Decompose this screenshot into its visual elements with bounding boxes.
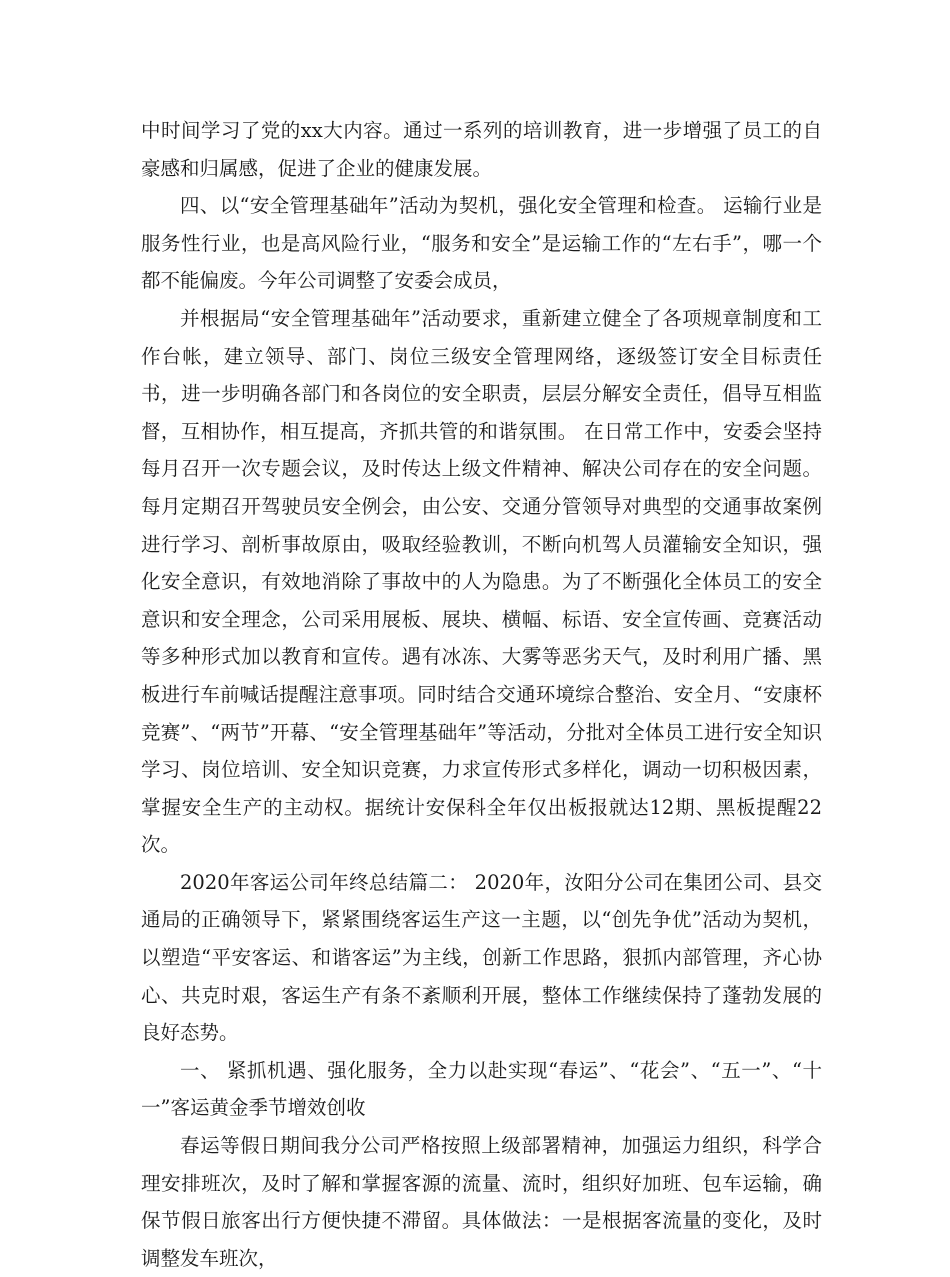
- paragraph-4: 2020年客运公司年终总结篇二： 2020年，汝阳分公司在集团公司、县交通局的正确领导下，紧紧围绕客运生产这一主题，以“创先争优”活动为契机，以塑造“平安客运、和谐客运”为主线，创新工作思路，狠抓内部管理，齐心协心、共克时艰，客运生产有条不紊顺利开展，整体工作继续保持了蓬勃发展的良好态势。: [141, 870, 822, 1045]
- paragraph-2: 四、以“安全管理基础年”活动为契机，强化安全管理和检查。 运输行业是服务性行业，也是高风险行业，“服务和安全”是运输工作的“左右手”，哪一个都不能偏废。今年公司调整了安委会成员，: [141, 194, 822, 293]
- paragraph-3: 并根据局“安全管理基础年”活动要求，重新建立健全了各项规章制度和工作台帐，建立领导、部门、岗位三级安全管理网络，逐级签订安全目标责任书，进一步明确各部门和各岗位的安全职责，层层分解安全责任，倡导互相监督，互相协作，相互提高，齐抓共管的和谐氛围。 在日常工作中，安委会坚持每月召开一次专题会议，及时传达上级文件精神、解决公司存在的安全问题。每月定期召开驾驶员安全例会，由公安、交通分管领导对典型的交通事故案例进行学习、剖析事故原由，吸取经验教训，不断向机驾人员灌输安全知识，强化安全意识，有效地消除了事故中的人为隐患。为了不断强化全体员工的安全意识和安全理念，公司采用展板、展块、横幅、标语、安全宣传画、竞赛活动等多种形式加以教育和宣传。遇有冰冻、大雾等恶劣天气，及时利用广播、黑板进行车前喊话提醒注意事项。同时结合交通环境综合整治、安全月、“安康杯竞赛”、“两节”开幕、“安全管理基础年”等活动，分批对全体员工进行安全知识学习、岗位培训、安全知识竞赛，力求宣传形式多样化，调动一切积极因素，掌握安全生产的主动权。据统计安保科全年仅出板报就达12期、黑板提醒22次。: [141, 306, 822, 857]
- paragraph-5: 一、 紧抓机遇、强化服务，全力以赴实现“春运”、“花会”、“五一”、“十一”客运黄金季节增效创收: [141, 1058, 822, 1120]
- paragraph-1: 中时间学习了党的xx大内容。通过一系列的培训教育，进一步增强了员工的自豪感和归属感，促进了企业的健康发展。: [141, 119, 822, 180]
- paragraph-6: 春运等假日期间我分公司严格按照上级部署精神，加强运力组织，科学合理安排班次，及时了解和掌握客源的流量、流时，组织好加班、包车运输，确保节假日旅客出行方便快捷不滞留。具体做法：一是根据客流量的变化，及时调整发车班次，: [141, 1134, 822, 1270]
